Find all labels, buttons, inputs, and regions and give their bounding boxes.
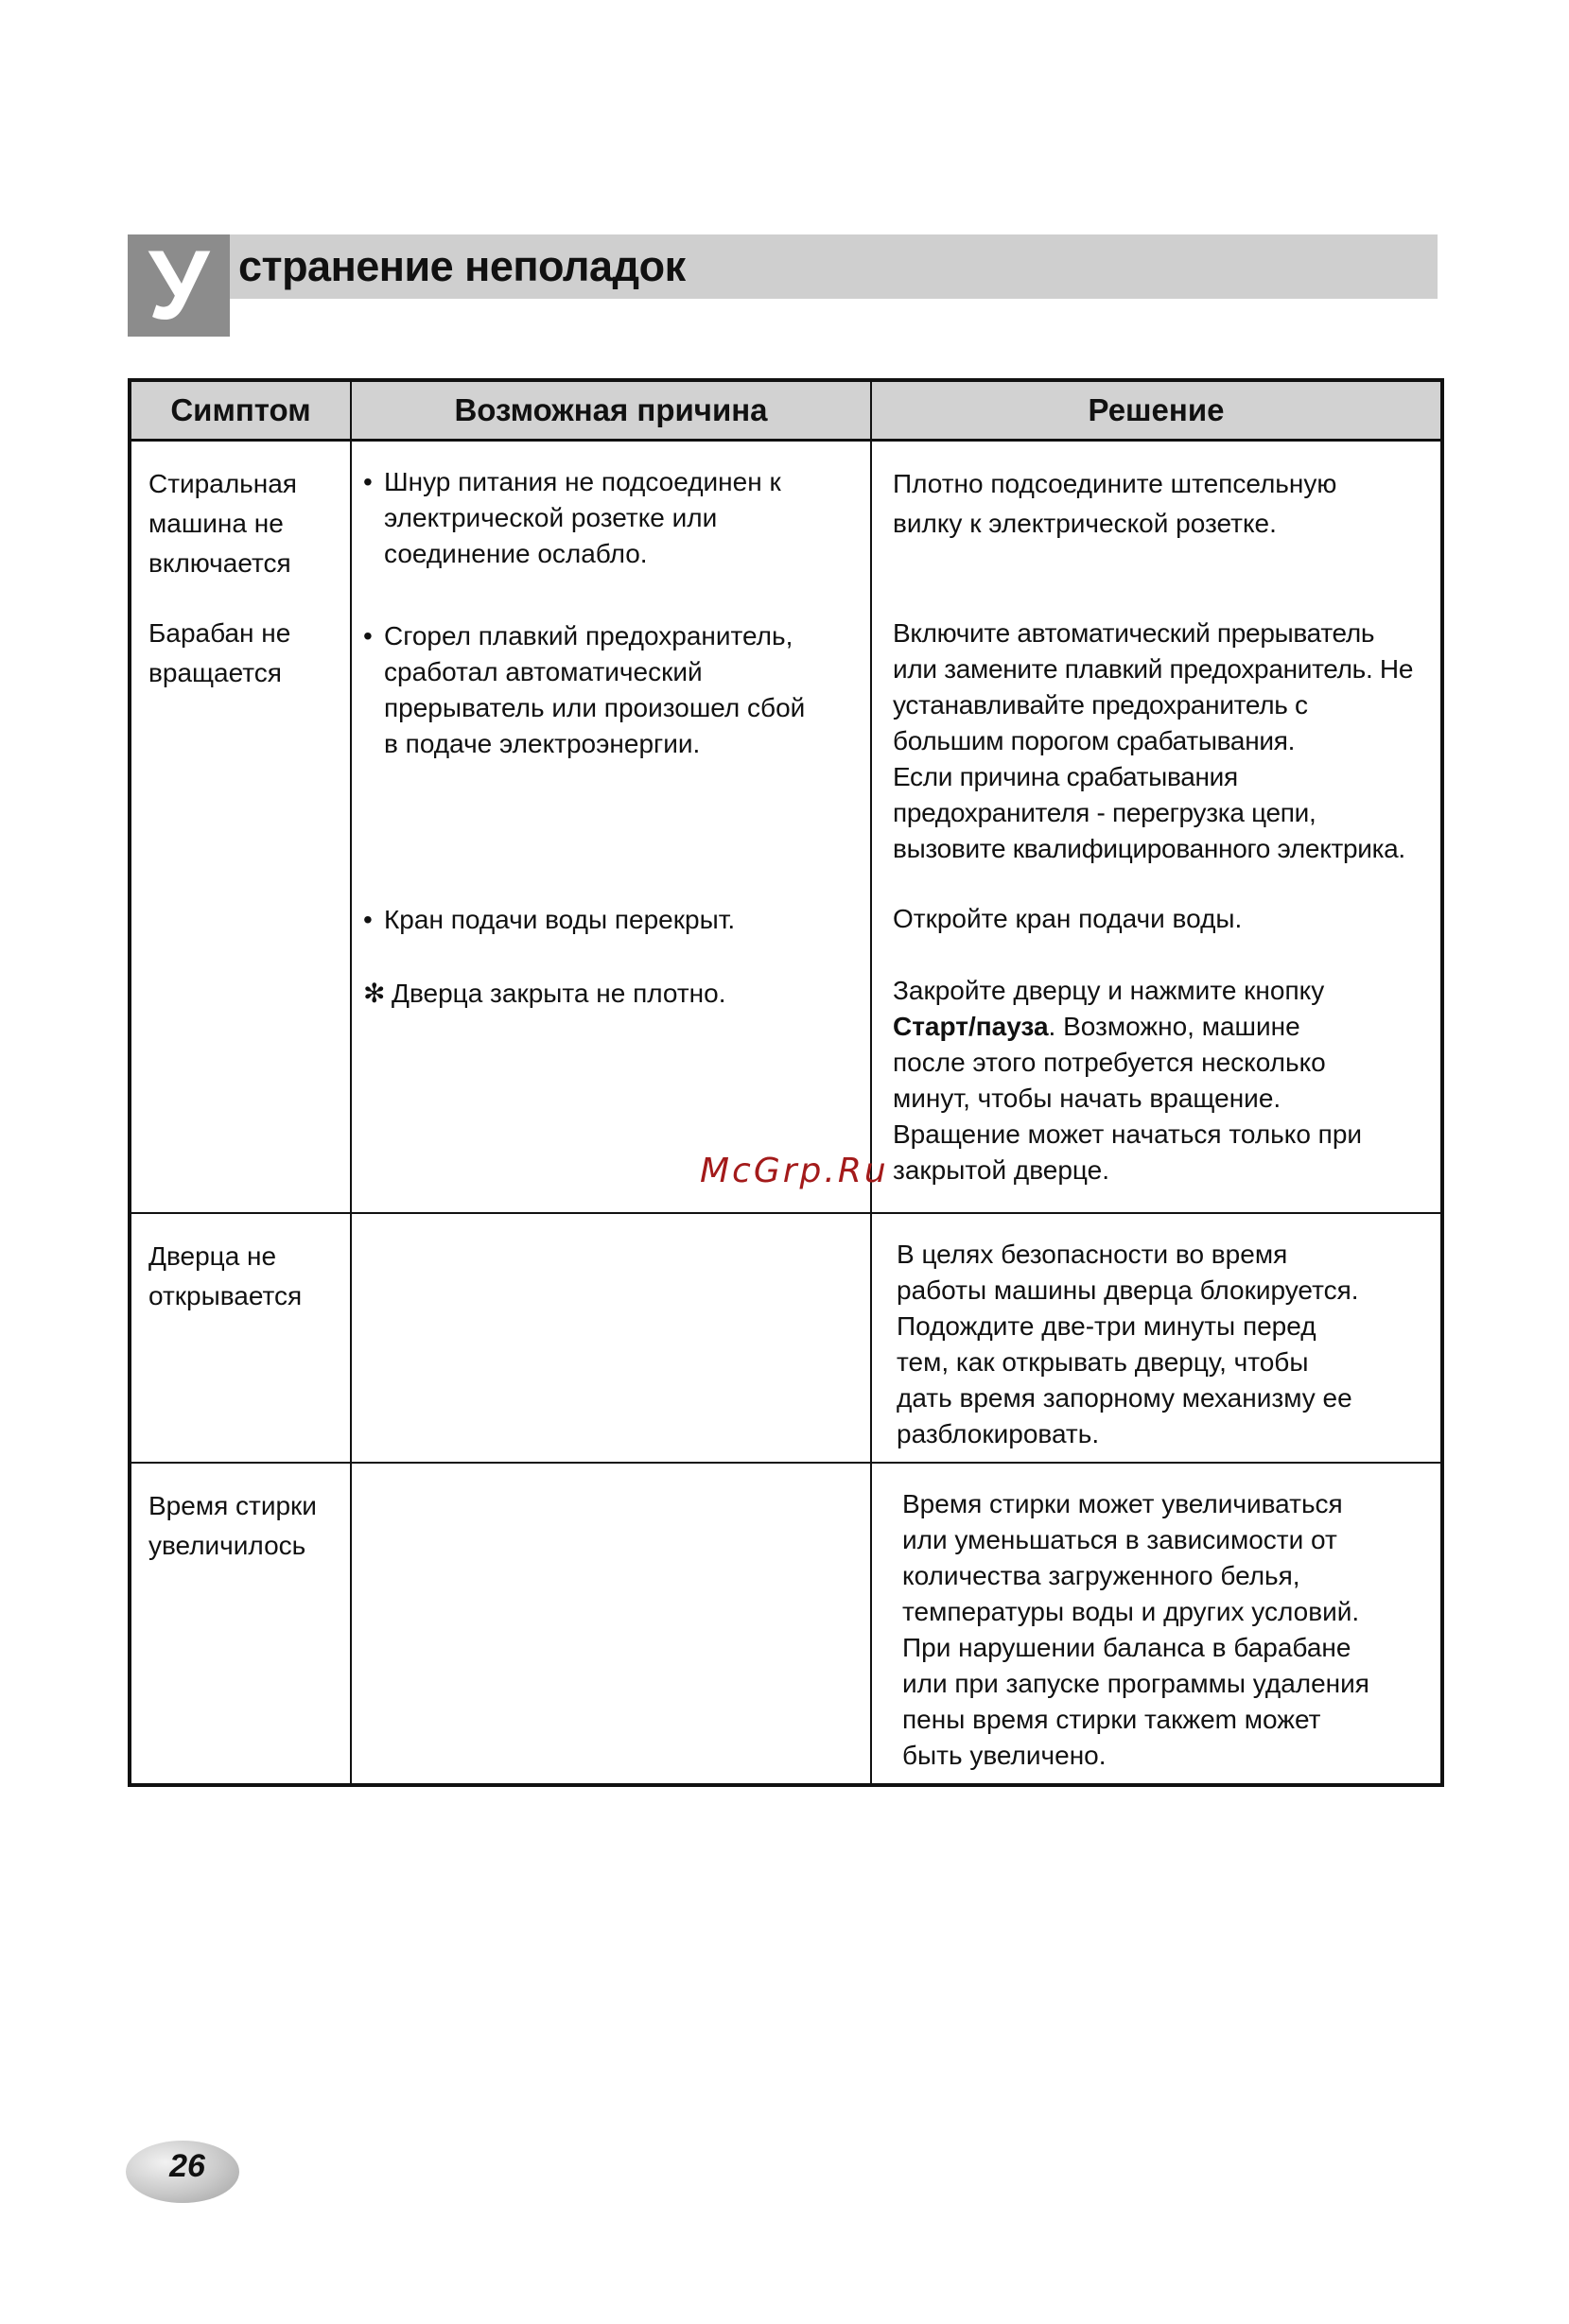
page-number: 26 (169, 2148, 205, 2184)
title-initial-box (128, 231, 230, 340)
text-line: Дверца закрыта не плотно. (392, 979, 726, 1008)
text-line: Плотно подсоедините штепсельную (893, 469, 1337, 498)
text-line: Если причина срабатывания (893, 762, 1238, 791)
text-line: вращается (148, 658, 282, 687)
solution-item (893, 464, 1433, 616)
text-line: открывается (148, 1280, 303, 1310)
text-line: Шнур питания не подсоединен к (384, 467, 781, 496)
table-row (130, 441, 1442, 1213)
text-line: пены время стирки такжеm может (902, 1704, 1321, 1734)
symptom-cell (130, 1213, 351, 1463)
solution-cell (871, 1463, 1442, 1785)
symptom-cell (130, 441, 351, 1213)
text-line: соединение ослабло. (384, 539, 648, 568)
solution-item (893, 616, 1433, 901)
cause-item (363, 618, 861, 902)
text-fragment: . Возможно, машине (1048, 1012, 1300, 1041)
symptom-drum (148, 614, 340, 693)
watermark: McGrp.Ru (700, 1152, 889, 1190)
text-line: включается (148, 548, 291, 578)
start-pause-button-label: Старт/пауза (893, 1012, 1049, 1041)
text-line: В целях безопасности во время (897, 1239, 1288, 1269)
table-row (130, 1463, 1442, 1785)
text-line: Закройте дверцу и нажмите кнопку (893, 976, 1325, 1005)
table-row (130, 1213, 1442, 1463)
solution-item (893, 901, 1433, 973)
troubleshooting-table (128, 378, 1444, 1787)
text-line: Дверца не (148, 1240, 277, 1271)
text-line: после этого потребуется несколько (893, 1048, 1326, 1077)
column-header-symptom: Симптом (130, 380, 351, 441)
text-line: Барабан не (148, 618, 291, 648)
text-line: При нарушении баланса в барабане (902, 1632, 1351, 1662)
text-line: закрытой дверце. (893, 1155, 1109, 1185)
text-line (893, 1009, 1433, 1045)
cause-item (363, 902, 861, 976)
text-line: прерыватель или произошел сбой (384, 693, 806, 722)
page-title: странение неполадок (238, 242, 686, 290)
text-line: быть увеличено. (902, 1740, 1107, 1770)
text-line: машина не (148, 509, 284, 538)
symptom-cell (130, 1463, 351, 1785)
bullet-icon: • (363, 905, 373, 934)
solution-cell (871, 441, 1442, 1213)
text-line: электрической розетке или (384, 503, 718, 532)
text-line: сработал автоматический (384, 657, 703, 686)
text-line: в подаче электроэнергии. (384, 729, 701, 758)
text-line: минут, чтобы начать вращение. (893, 1084, 1281, 1113)
solution-item (893, 973, 1433, 1188)
solution-cell (871, 1213, 1442, 1463)
cause-cell (351, 441, 871, 1213)
text-line: Время стирки (148, 1490, 317, 1520)
text-line: Откройте кран подачи воды. (893, 904, 1243, 933)
text-line: работы машины дверца блокируется. (897, 1275, 1359, 1305)
text-line: или при запуске программы удаления (902, 1668, 1369, 1698)
text-line: Сгорел плавкий предохранитель, (384, 621, 793, 650)
text-line: температуры воды и других условий. (902, 1596, 1360, 1626)
column-header-cause: Возможная причина (351, 380, 871, 441)
text-line: Стиральная (148, 469, 297, 498)
text-line: или уменьшаться в зависимости от (902, 1524, 1337, 1554)
text-line: большим порогом срабатывания. (893, 726, 1296, 755)
text-line: или замените плавкий предохранитель. Не (893, 654, 1414, 684)
cause-item (363, 464, 861, 618)
text-line: устанавливайте предохранитель с (893, 690, 1308, 720)
star-icon: ✻ (363, 979, 386, 1008)
text-line: Подождите две-три минуты перед (897, 1310, 1316, 1341)
text-line: Включите автоматический прерыватель (893, 618, 1375, 648)
text-line: Время стирки может увеличиваться (902, 1488, 1343, 1518)
bullet-icon: • (363, 467, 373, 496)
text-line: разблокировать. (897, 1418, 1100, 1448)
title-initial: У (148, 231, 210, 340)
text-line: увеличилось (148, 1530, 306, 1560)
cause-cell (351, 1213, 871, 1463)
text-line: тем, как открывать дверцу, чтобы (897, 1346, 1309, 1377)
text-line: количества загруженного белья, (902, 1560, 1300, 1590)
text-line: вызовите квалифицированного электрика. (893, 834, 1405, 863)
cause-item (363, 976, 861, 1012)
text-line: дать время запорному механизму ее (897, 1382, 1352, 1413)
symptom-power (148, 464, 340, 614)
cause-cell (351, 1463, 871, 1785)
text-line: вилку к электрической розетке. (893, 509, 1277, 538)
column-header-solution: Решение (871, 380, 1442, 441)
text-line: Вращение может начаться только при (893, 1119, 1363, 1149)
table-header-row (130, 380, 1442, 441)
text-line: предохранителя - перегрузка цепи, (893, 798, 1316, 827)
text-line: Кран подачи воды перекрыт. (384, 905, 736, 934)
bullet-icon: • (363, 621, 373, 650)
